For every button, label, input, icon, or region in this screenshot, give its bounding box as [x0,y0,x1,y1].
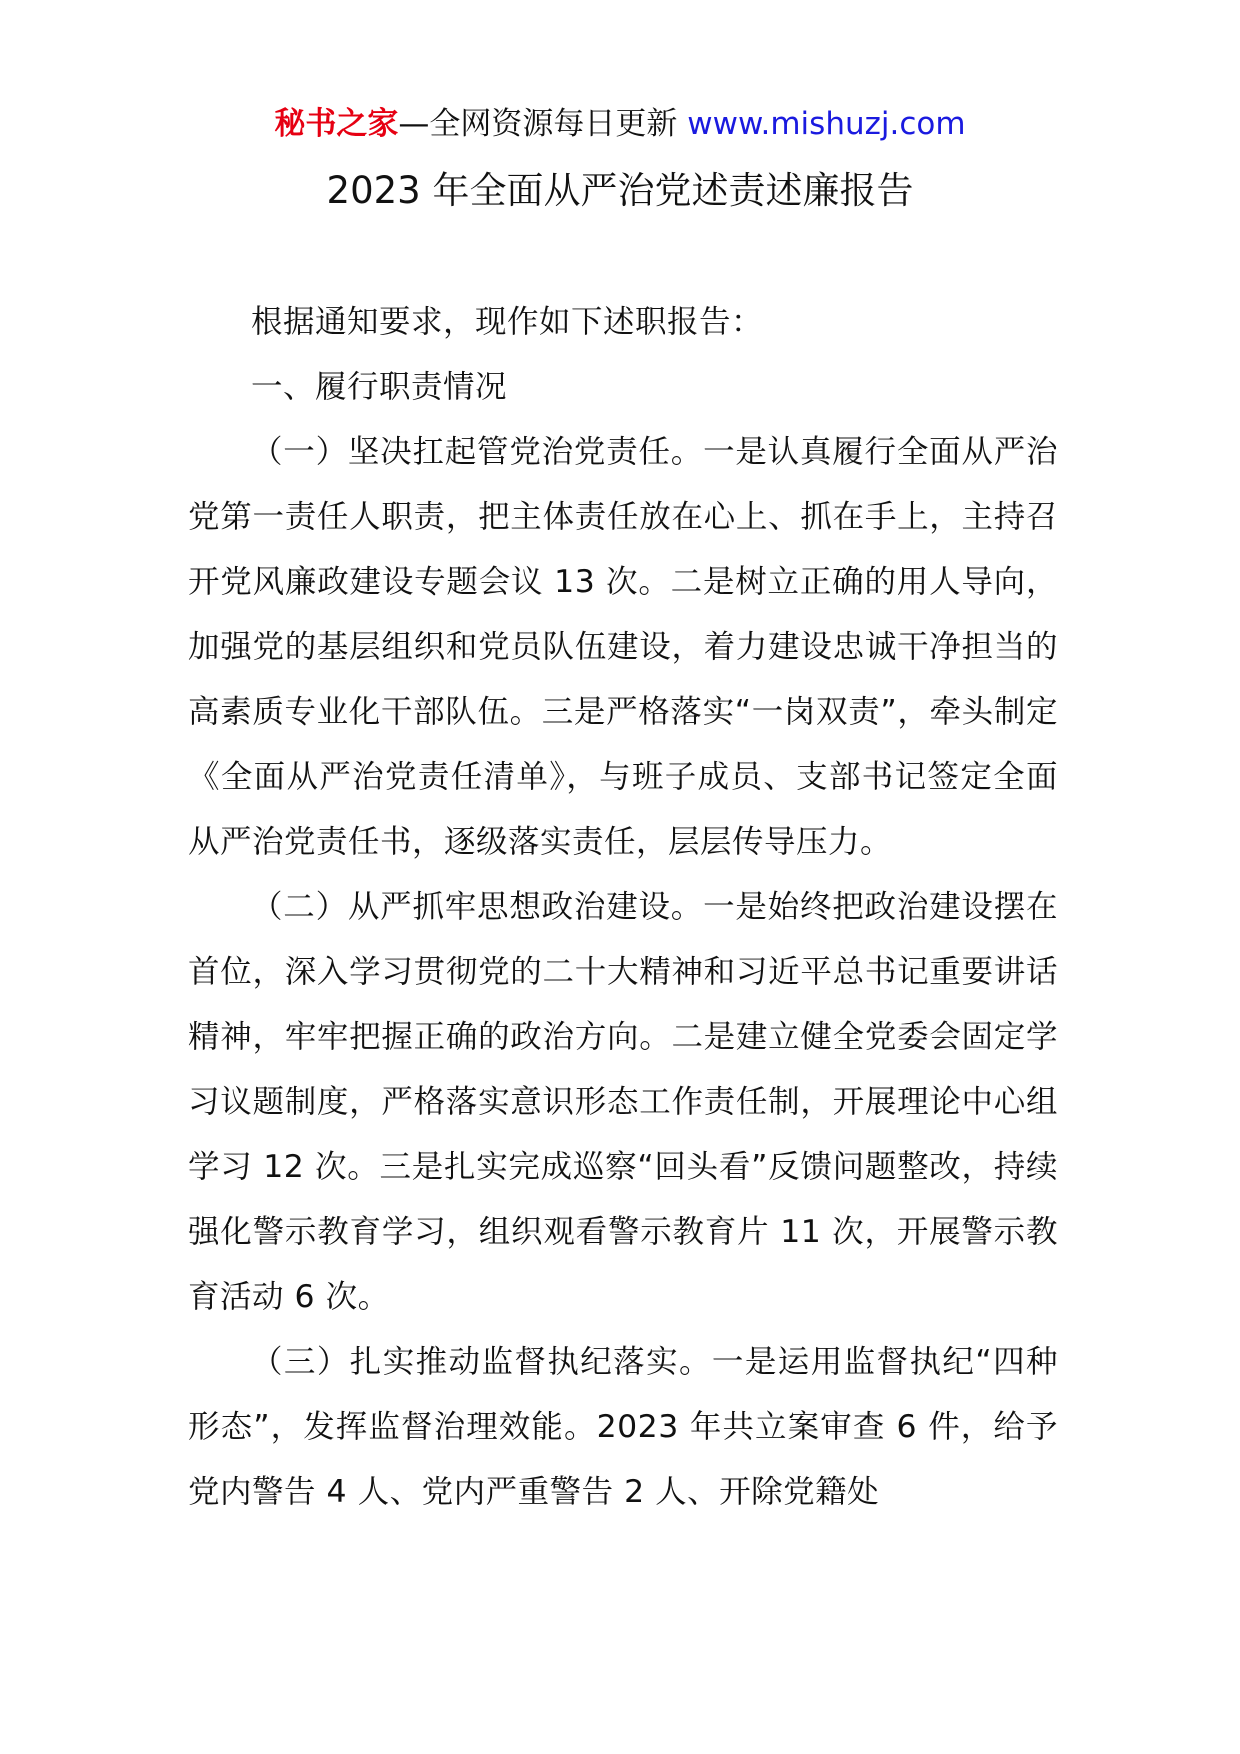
site-header [0,100,1240,148]
paragraph-2: （二）从严抓牢思想政治建设。一是始终把政治建设摆在首位，深入学习贯彻党的二十大精神和习近平总书记重要讲话精神，牢牢把握正确的政治方向。二是建立健全党委会固定学习议题制度，严格落实意识形态工作责任制，开展理论中心组学习 12 次。三是扎实完成巡察“回头看”反馈问题整改，持续强化警示教育学习，组织观看警示教育片 11 次，开展警示教育活动 6 次。 [188,889,1058,1315]
site-url-link[interactable]: www.mishuzj.com [687,106,966,142]
document-body [188,290,1058,1525]
site-brand: 秘书之家 [274,106,399,142]
document-title: 2023 年全面从严治党述责述廉报告 [326,169,914,212]
paragraph-3: （三）扎实推动监督执纪落实。一是运用监督执纪“四种形态”，发挥监督治理效能。2023 年共立案审查 6 件，给予党内警告 4 人、党内严重警告 2 人、开除党籍处 [188,1344,1058,1510]
paragraph-1: （一）坚决扛起管党治党责任。一是认真履行全面从严治党第一责任人职责，把主体责任放在心上、抓在手上，主持召开党风廉政建设专题会议 13 次。二是树立正确的用人导向，加强党的基层组织和党员队伍建设，着力建设忠诚干净担当的高素质专业化干部队伍。三是严格落实“一岗双责”，牵头制定《全面从严治党责任清单》，与班子成员、支部书记签定全面从严治党责任书，逐级落实责任，层层传导压力。 [188,434,1058,860]
section-heading-1: 一、履行职责情况 [251,369,508,405]
site-tagline: —全网资源每日更新 [398,106,688,142]
paragraph-intro: 根据通知要求，现作如下述职报告： [251,304,764,340]
